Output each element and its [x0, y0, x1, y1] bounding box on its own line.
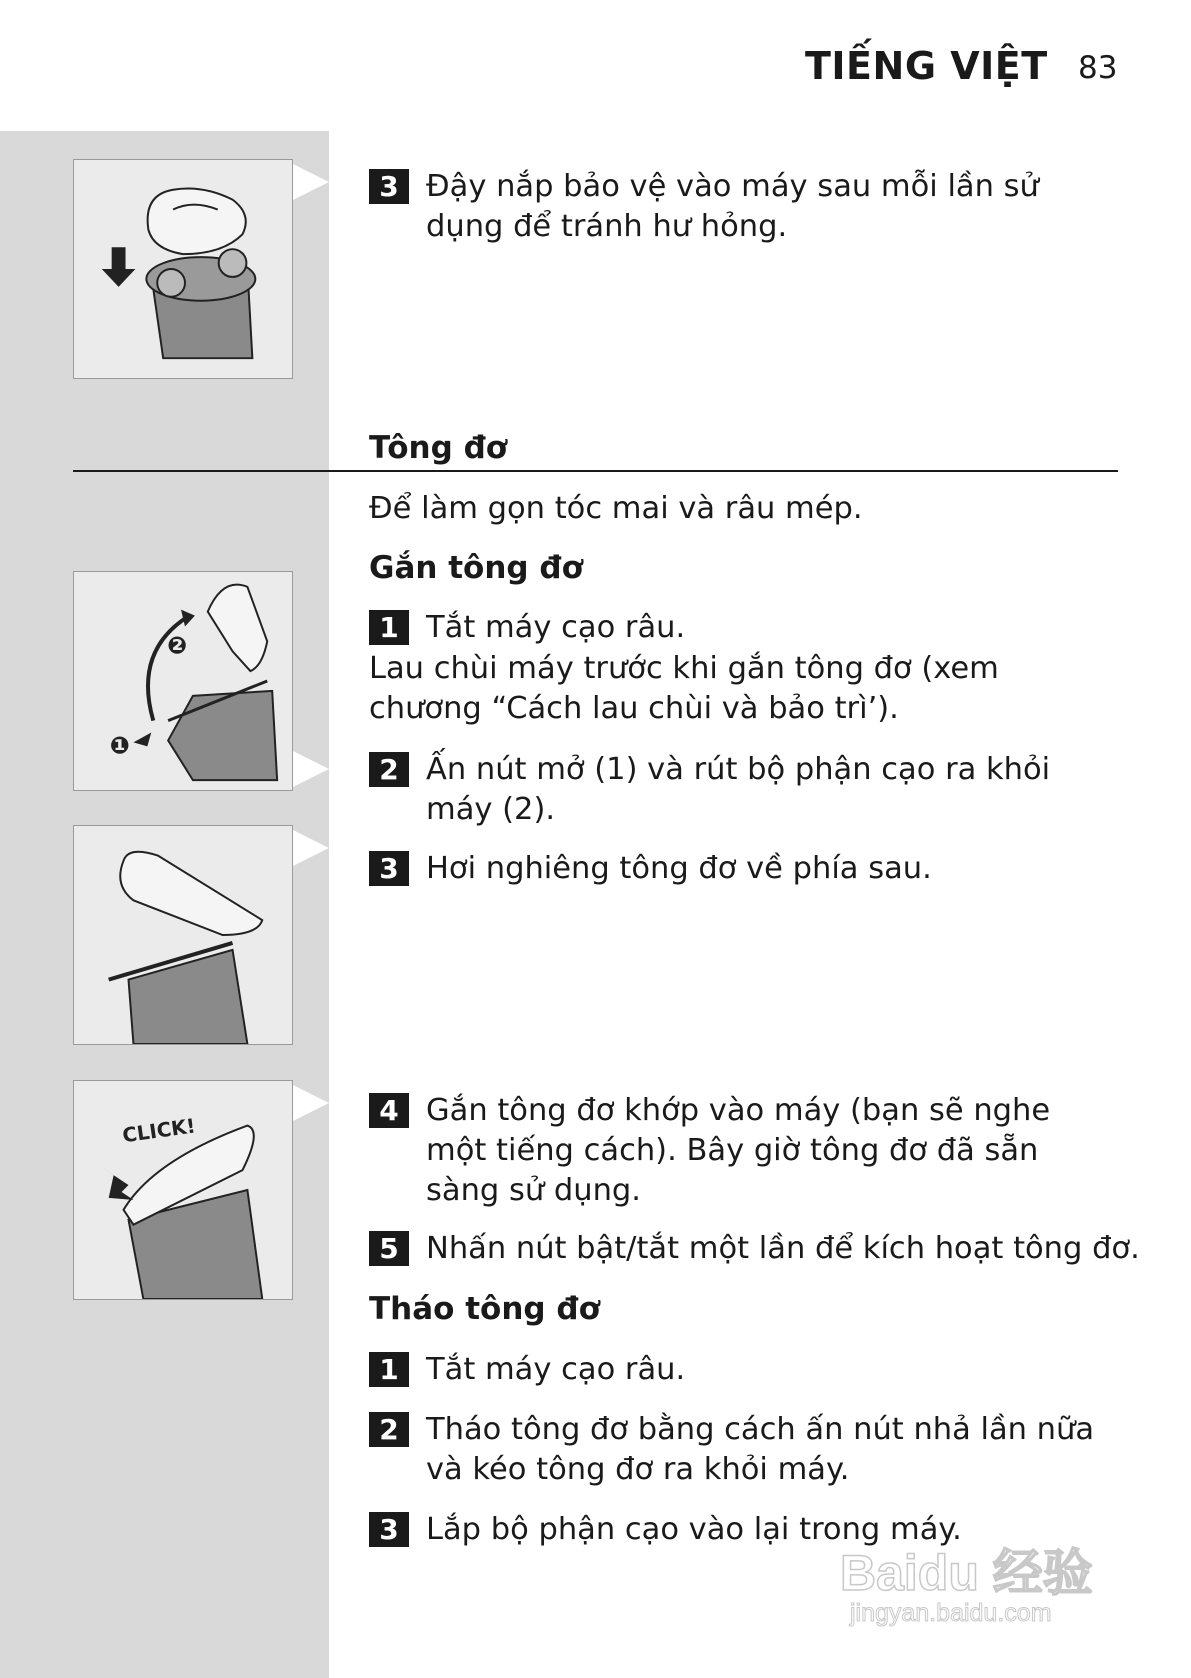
illustration-attach-click [73, 1080, 293, 1300]
arrow-down-icon [102, 247, 136, 287]
watermark-main: Baidu 经验 [840, 1545, 1093, 1601]
illustration-remove-shaving-unit [73, 571, 293, 791]
callout-pointer [293, 1085, 329, 1121]
step-text: Lắp bộ phận cạo vào lại trong máy. [426, 1512, 962, 1547]
arrow-icon [99, 1165, 134, 1200]
step-number: 3 [369, 1512, 409, 1547]
baidu-watermark [840, 1505, 1130, 1635]
subheading-remove: Tháo tông đơ [369, 1291, 600, 1327]
step-text: Ấn nút mở (1) và rút bộ phận cạo ra khỏi máy (2). [426, 752, 1051, 827]
marker-1: ❶ [109, 731, 130, 760]
language-header: TIẾNG VIỆT [805, 44, 1048, 88]
section-divider [73, 470, 1118, 472]
click-label: CLICK! [121, 1114, 197, 1148]
step-text: Nhấn nút bật/tắt một lần để kích hoạt tông đơ. [426, 1231, 1140, 1266]
step-text: Đậy nắp bảo vệ vào máy sau mỗi lần sử dụng để tránh hư hỏng. [426, 169, 1039, 244]
marker-2: ❷ [167, 631, 188, 660]
attach-step-5 [369, 1229, 1140, 1269]
step-cap-block [369, 167, 1109, 247]
callout-pointer [293, 751, 329, 787]
step-number: 2 [369, 1412, 409, 1447]
step-number: 3 [369, 851, 409, 886]
page-number: 83 [1078, 50, 1118, 86]
step-number: 2 [369, 752, 409, 787]
step-number: 1 [369, 1352, 409, 1387]
step-text: Tắt máy cạo râu. [426, 610, 686, 645]
attach-step-2 [369, 750, 1109, 830]
step-number: 1 [369, 610, 409, 645]
trimmer-intro: Để làm gọn tóc mai và râu mép. [369, 491, 863, 526]
attach-step-3 [369, 849, 1109, 889]
step-text: Gắn tông đơ khớp vào máy (bạn sẽ nghe một tiếng cách). Bây giờ tông đơ đã sẵn sàng sử dụng. [426, 1093, 1051, 1208]
callout-pointer [293, 164, 329, 200]
illustration-protection-cap [73, 159, 293, 379]
watermark-url: jingyan.baidu.com [850, 1599, 1052, 1627]
step-number: 3 [369, 169, 409, 204]
remove-step-2 [369, 1410, 1109, 1490]
step-number: 5 [369, 1231, 409, 1266]
step-text: Hơi nghiêng tông đơ về phía sau. [426, 851, 932, 886]
attach-step-1-note: Lau chùi máy trước khi gắn tông đơ (xem chương “Cách lau chùi và bảo trì’). [369, 651, 999, 726]
attach-step-4 [369, 1091, 1109, 1211]
callout-pointer [293, 830, 329, 866]
attach-step-1 [369, 608, 1109, 648]
step-text: Tắt máy cạo râu. [426, 1352, 686, 1387]
illustration-tilt-trimmer [73, 825, 293, 1045]
section-title-trimmer: Tông đơ [369, 430, 508, 466]
step-text: Tháo tông đơ bằng cách ấn nút nhả lần nữa và kéo tông đơ ra khỏi máy. [426, 1412, 1095, 1487]
remove-step-1 [369, 1350, 1109, 1390]
step-number: 4 [369, 1093, 409, 1128]
subheading-attach: Gắn tông đơ [369, 550, 583, 586]
